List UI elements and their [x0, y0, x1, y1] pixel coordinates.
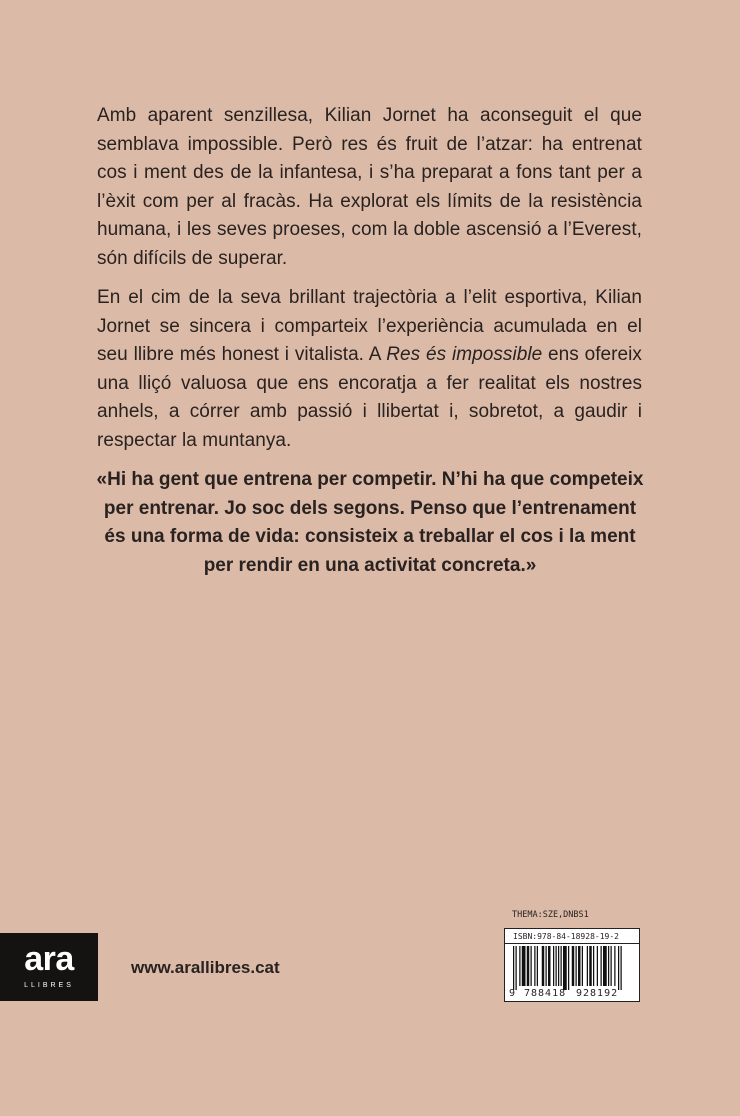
paragraph-2-text-start: En el cim de la seva brillant trajectòria a l’elit esportiva, Kilian Jornet se sincera i comparteix l’experiència acumulada en el seu llibre més honest i vitalista. A: [97, 287, 642, 365]
description-paragraph-2: [97, 284, 642, 455]
barcode-bar: [572, 946, 575, 986]
barcode-bar: [603, 946, 607, 986]
barcode-bar: [556, 946, 557, 986]
isbn-label: ISBN:978-84-18928-19-2: [513, 932, 619, 941]
barcode-bar: [553, 946, 554, 986]
quote-line: és una forma de vida: consisteix a treballar el cos i la ment: [104, 526, 636, 547]
barcode-bar: [611, 946, 612, 986]
barcode-bar: [608, 946, 609, 986]
book-title-italic: Res és impossible: [386, 344, 543, 365]
barcode-bar: [531, 946, 532, 986]
barcode-bar: [563, 946, 567, 990]
publisher-logo: [0, 933, 98, 1001]
logo-word: ara: [24, 940, 74, 978]
barcode-bar: [621, 946, 622, 990]
ean-right-group: 928192: [576, 988, 619, 999]
barcode-bar: [534, 946, 535, 986]
barcode-bar: [546, 946, 547, 986]
barcode-bar: [597, 946, 598, 986]
barcode-bar: [578, 946, 581, 986]
barcode-graphic: [511, 946, 635, 990]
barcode-bar: [587, 946, 588, 986]
barcode-bar: [576, 946, 577, 986]
barcode-bar: [548, 946, 551, 986]
ean-first-digit: 9: [509, 988, 516, 999]
quote-line: per entrenar. Jo soc dels segons. Penso que l’entrenament: [103, 497, 637, 519]
barcode-bar: [601, 946, 602, 986]
barcode-bar: [614, 946, 615, 986]
barcode-bar: [618, 946, 619, 990]
quote-line: per rendir en una activitat concreta.»: [203, 554, 537, 576]
barcode-bar: [582, 946, 583, 986]
barcode-bar: [519, 946, 520, 986]
barcode-bar: [516, 946, 517, 990]
barcode-bar: [542, 946, 545, 986]
barcode-bar: [527, 946, 530, 986]
barcode-bar: [593, 946, 594, 986]
isbn-divider: [505, 943, 639, 944]
barcode-bar: [561, 946, 562, 986]
publisher-website: www.arallibres.cat: [131, 958, 280, 977]
barcode-bar: [537, 946, 538, 986]
author-quote: [80, 466, 660, 580]
barcode-bar: [513, 946, 514, 990]
barcode-bar: [558, 946, 559, 986]
logo-subtitle: LLIBRES: [24, 982, 74, 989]
thema-code: THEMA:SZE,DNBS1: [512, 910, 589, 920]
ean-left-group: 788418: [524, 988, 567, 999]
description-paragraph-1: Amb aparent senzillesa, Kilian Jornet ha aconseguit el que semblava impossible. Però res és fruit de l’atzar: ha entrenat cos i ment des de la infantesa, i s’ha preparat a fons tant per a l’èxit com per al fracàs. Ha explorat els límits de la resistència humana, i les seves proeses, com la doble ascensió a l’Everest, són difícils de superar.: [97, 105, 642, 269]
barcode-bar: [522, 946, 526, 986]
quote-line: «Hi ha gent que entrena per competir. N’hi ha que competeix: [96, 469, 644, 490]
barcode-box: [504, 928, 640, 1002]
barcode-bar: [589, 946, 592, 986]
barcode-bar: [568, 946, 569, 990]
paragraph-2-text-end: ens ofereix una lliçó valuosa que ens encoratja a fer realitat els nostres anhels, a córrer amb passió i llibertat i, sobretot, a gaudir i respectar la muntanya.: [97, 344, 642, 451]
